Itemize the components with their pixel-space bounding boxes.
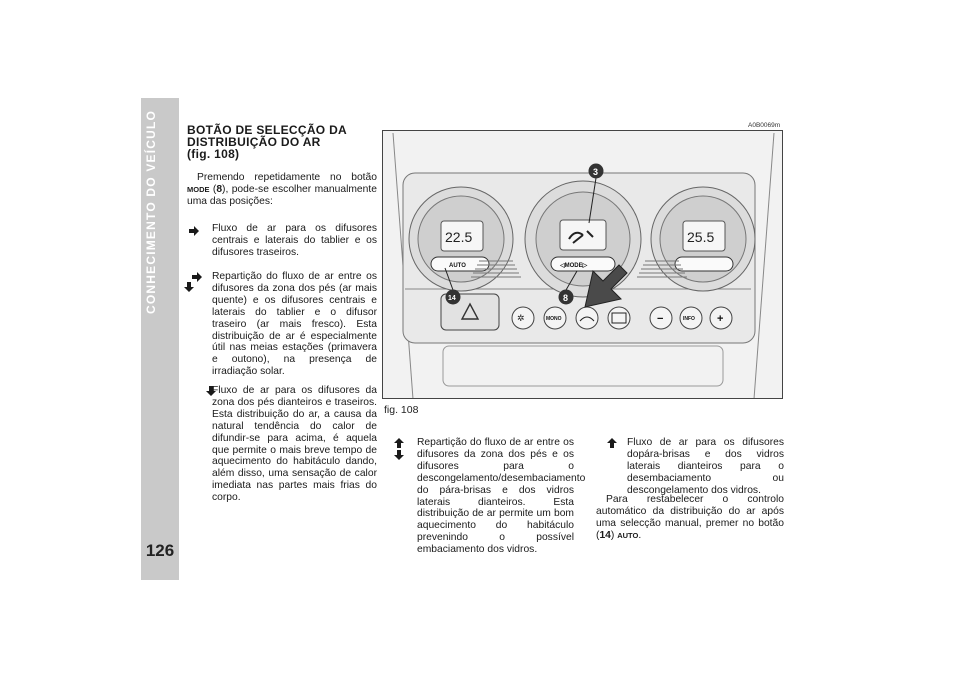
intro-paragraph: Premendo repetidamente no botão MODE (8), pode-se escolher manualmente uma das posições: — [187, 172, 377, 207]
fan-icon[interactable]: ✲ — [517, 313, 525, 323]
figure-code: A0B0069m — [748, 122, 781, 129]
item-face: Fluxo de ar para os difusores centrais e laterais do tablier e os difusores traseiros. — [212, 223, 377, 258]
auto-button[interactable]: AUTO — [449, 263, 466, 269]
figure-caption: fig. 108 — [384, 404, 419, 416]
auto-keyword: AUTO — [617, 530, 639, 540]
section-heading — [187, 124, 377, 160]
face-vent-arrow-icon — [188, 225, 200, 237]
callout-8: 8 — [563, 293, 569, 303]
minus-button[interactable]: − — [657, 313, 664, 325]
feet-arrow-icon — [393, 449, 405, 461]
feet-arrow-icon — [183, 281, 195, 293]
item-bilevel: Repartição do fluxo de ar entre os difusores da zona dos pés (ar mais quente) e os difusores centrais e laterais do tablier e o difusor traseiro (ar mais fresco). Esta distribuição de ar é especialmente útil nas meias estações (primavera e outono), na presença de irradiação solar. — [212, 271, 377, 378]
item-feet: Fluxo de ar para os difusores da zona dos pés dianteiros e traseiros. Esta distribuição do ar, a causa da natural tendência do calor de difundir-se para acima, é aquela que permite o mais breve tempo de aquecimento do habitáculo dando, além disso, uma sensação de calor imediata nas partes mais frias do corpo. — [212, 385, 377, 504]
button-ref: 8 — [216, 183, 223, 195]
defrost-arrow-icon — [606, 437, 618, 449]
left-temp-display: 22.5 — [445, 229, 473, 245]
callout-14: 14 — [448, 295, 456, 302]
callout-3: 3 — [593, 167, 599, 177]
right-temp-display: 25.5 — [687, 229, 715, 245]
heading-figref: (fig. 108) — [187, 147, 240, 161]
item-feet-defrost: Repartição do fluxo de ar entre os difusores da zona dos pés e os difusores para o descongelamento/desembaciamento do pára-brisas e dos vidros laterais dianteiros. Esta distribuição de ar permite um bom aquecimento do habitáculo prevenindo o possível embaciamento dos vidros. — [417, 437, 586, 556]
climate-panel-figure — [382, 130, 783, 399]
restore-paragraph: Para restabelecer o controlo automático da distribuição do ar após uma selecção manual, premer no botão (14) AUTO. — [596, 494, 784, 541]
mode-button[interactable]: ◁MODE▷ — [560, 263, 588, 269]
defrost-arrow-icon — [393, 437, 405, 449]
heading-line: DISTRIBUIÇÃO DO AR — [187, 135, 321, 149]
climate-panel-drawing — [383, 131, 783, 399]
plus-button[interactable]: + — [717, 313, 724, 325]
section-title: CONHECIMENTO DO VEÍCULO — [144, 110, 158, 315]
mode-keyword: MODE — [187, 184, 210, 194]
info-button[interactable]: INFO — [683, 316, 695, 322]
page-number: 126 — [145, 541, 175, 560]
button-ref: 14 — [599, 529, 611, 541]
item-defrost: Fluxo de ar para os difusores dopára-brisas e dos vidros laterais dianteiros para o desembaciamento ou descongelamento dos vidros. — [627, 437, 784, 496]
mono-button[interactable]: MONO — [546, 316, 562, 322]
heading-line: BOTÃO DE SELECÇÃO DA — [187, 123, 348, 137]
